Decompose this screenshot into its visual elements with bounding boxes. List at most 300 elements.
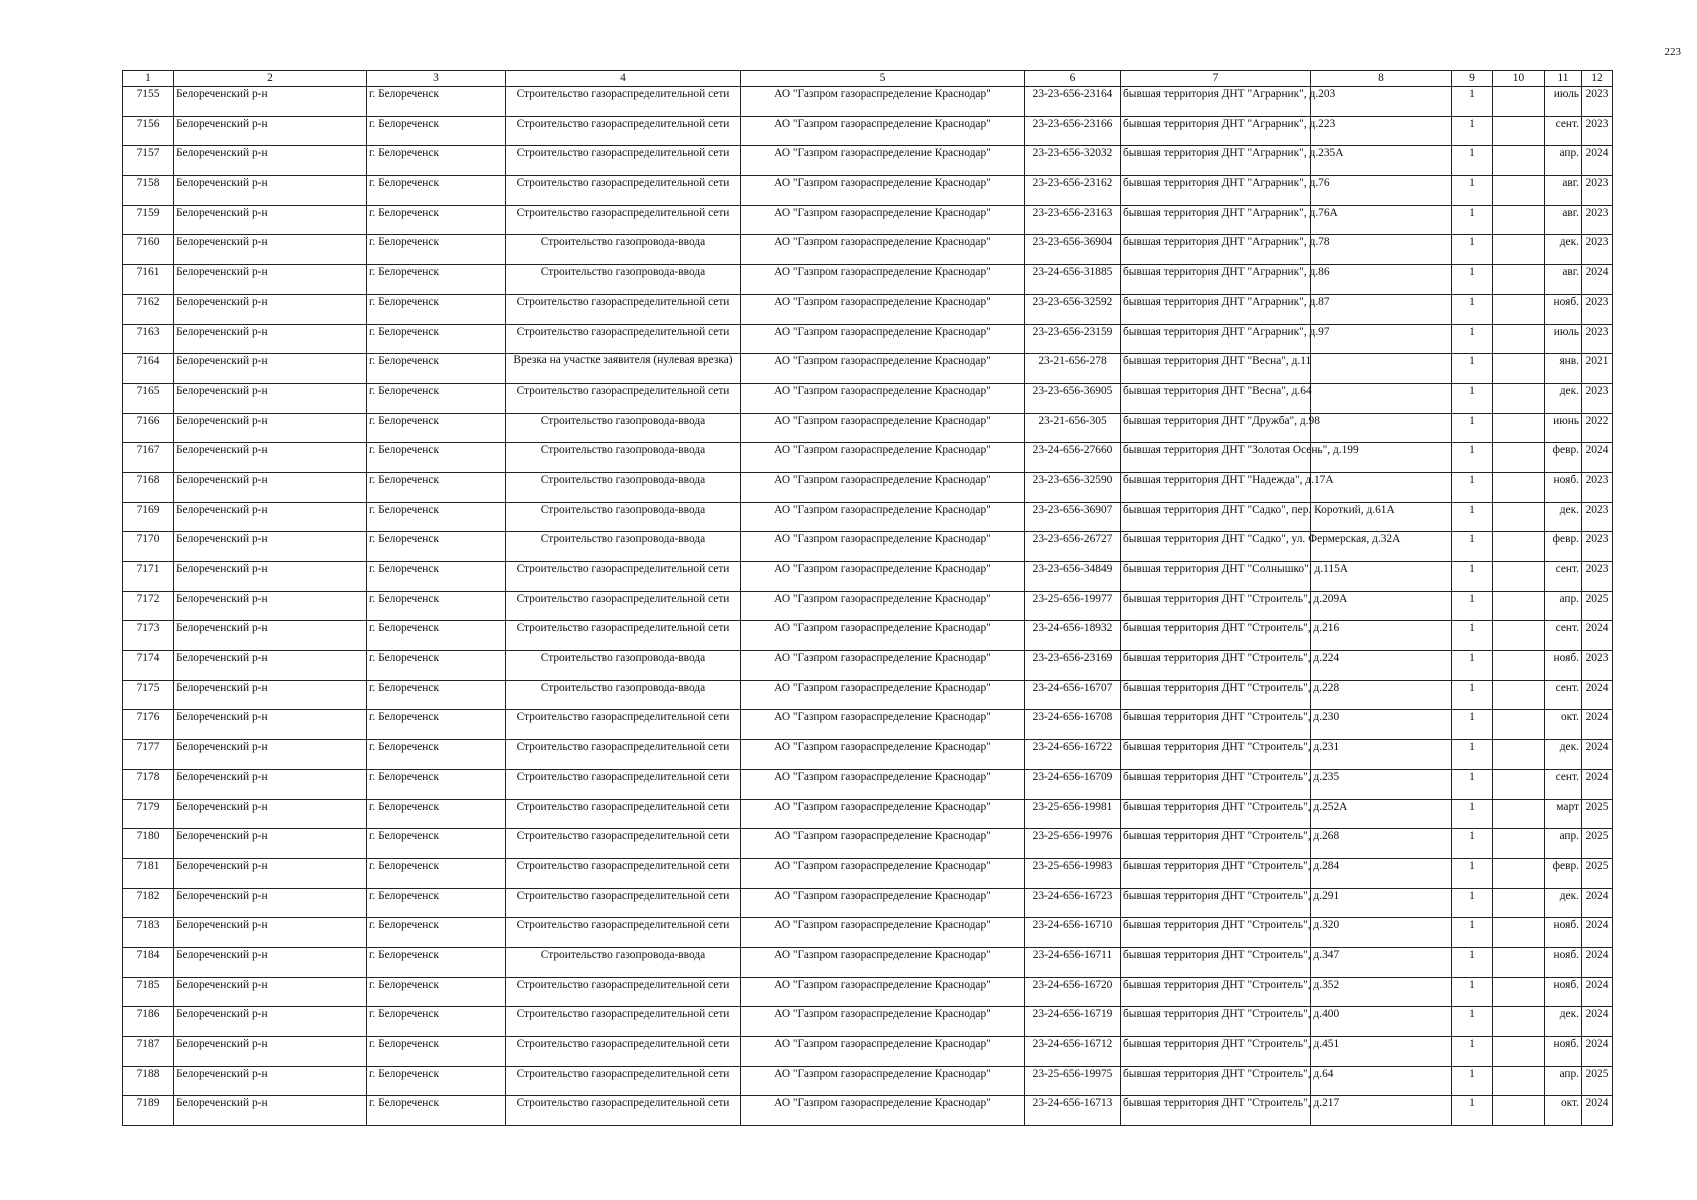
quantity-cell: 1 [1452, 977, 1493, 1007]
column-10-cell [1493, 502, 1545, 532]
year-cell: 2023 [1582, 235, 1613, 265]
column-10-cell [1493, 1007, 1545, 1037]
row-number-cell: 7180 [123, 829, 174, 859]
organization-cell: АО "Газпром газораспределение Краснодар" [741, 591, 1025, 621]
address-cell: бывшая территория ДНТ "Строитель", д.284 [1121, 858, 1311, 888]
application-code-cell: 23-24-656-31885 [1025, 265, 1121, 295]
work-type-cell: Строительство газораспределительной сети [506, 562, 741, 592]
organization-cell: АО "Газпром газораспределение Краснодар" [741, 265, 1025, 295]
quantity-cell: 1 [1452, 888, 1493, 918]
quantity-cell: 1 [1452, 87, 1493, 117]
year-cell: 2024 [1582, 888, 1613, 918]
address-cell: бывшая территория ДНТ "Аграрник", д.223 [1121, 116, 1311, 146]
quantity-cell: 1 [1452, 383, 1493, 413]
district-cell: Белореченский р-н [174, 413, 367, 443]
table-row [123, 799, 1613, 829]
district-cell: Белореченский р-н [174, 1066, 367, 1096]
quantity-cell: 1 [1452, 680, 1493, 710]
month-cell: нояб. [1545, 977, 1582, 1007]
column-header: 5 [741, 71, 1025, 87]
table-row [123, 829, 1613, 859]
work-type-cell: Строительство газораспределительной сети [506, 1037, 741, 1067]
row-number-cell: 7155 [123, 87, 174, 117]
row-number-cell: 7160 [123, 235, 174, 265]
table-row [123, 740, 1613, 770]
table-row [123, 888, 1613, 918]
row-number-cell: 7164 [123, 354, 174, 384]
city-cell: г. Белореченск [367, 472, 506, 502]
address-cell: бывшая территория ДНТ "Аграрник", д.86 [1121, 265, 1311, 295]
month-cell: сент. [1545, 769, 1582, 799]
month-cell: окт. [1545, 710, 1582, 740]
organization-cell: АО "Газпром газораспределение Краснодар" [741, 829, 1025, 859]
month-cell: февр. [1545, 858, 1582, 888]
year-cell: 2024 [1582, 1007, 1613, 1037]
address-cell: бывшая территория ДНТ "Строитель", д.230 [1121, 710, 1311, 740]
application-code-cell: 23-25-656-19981 [1025, 799, 1121, 829]
district-cell: Белореченский р-н [174, 235, 367, 265]
column-10-cell [1493, 235, 1545, 265]
month-cell: авг. [1545, 176, 1582, 206]
organization-cell: АО "Газпром газораспределение Краснодар" [741, 1037, 1025, 1067]
organization-cell: АО "Газпром газораспределение Краснодар" [741, 87, 1025, 117]
organization-cell: АО "Газпром газораспределение Краснодар" [741, 532, 1025, 562]
year-cell: 2024 [1582, 947, 1613, 977]
year-cell: 2024 [1582, 1096, 1613, 1126]
address-cell: бывшая территория ДНТ "Садко", пер. Короткий, д.61А [1121, 502, 1311, 532]
address-cell: бывшая территория ДНТ "Строитель", д.231 [1121, 740, 1311, 770]
work-type-cell: Строительство газораспределительной сети [506, 87, 741, 117]
year-cell: 2024 [1582, 977, 1613, 1007]
column-header: 6 [1025, 71, 1121, 87]
column-10-cell [1493, 324, 1545, 354]
district-cell: Белореченский р-н [174, 651, 367, 681]
application-code-cell: 23-23-656-32592 [1025, 294, 1121, 324]
year-cell: 2025 [1582, 591, 1613, 621]
work-type-cell: Строительство газопровода-ввода [506, 472, 741, 502]
address-cell: бывшая территория ДНТ "Строитель", д.400 [1121, 1007, 1311, 1037]
table-row [123, 354, 1613, 384]
application-code-cell: 23-23-656-34849 [1025, 562, 1121, 592]
district-cell: Белореченский р-н [174, 1007, 367, 1037]
organization-cell: АО "Газпром газораспределение Краснодар" [741, 116, 1025, 146]
application-code-cell: 23-23-656-26727 [1025, 532, 1121, 562]
city-cell: г. Белореченск [367, 383, 506, 413]
table-row [123, 324, 1613, 354]
column-10-cell [1493, 829, 1545, 859]
month-cell: февр. [1545, 532, 1582, 562]
quantity-cell: 1 [1452, 443, 1493, 473]
application-code-cell: 23-23-656-23163 [1025, 205, 1121, 235]
city-cell: г. Белореченск [367, 413, 506, 443]
row-number-cell: 7179 [123, 799, 174, 829]
address-cell: бывшая территория ДНТ "Строитель", д.268 [1121, 829, 1311, 859]
year-cell: 2023 [1582, 502, 1613, 532]
column-10-cell [1493, 740, 1545, 770]
address-cell: бывшая территория ДНТ "Строитель", д.224 [1121, 651, 1311, 681]
table-row [123, 205, 1613, 235]
row-number-cell: 7166 [123, 413, 174, 443]
row-number-cell: 7157 [123, 146, 174, 176]
quantity-cell: 1 [1452, 116, 1493, 146]
year-cell: 2024 [1582, 443, 1613, 473]
table-row [123, 1007, 1613, 1037]
address-cell: бывшая территория ДНТ "Золотая Осень", д.199 [1121, 443, 1311, 473]
district-cell: Белореченский р-н [174, 87, 367, 117]
row-number-cell: 7170 [123, 532, 174, 562]
application-code-cell: 23-23-656-23164 [1025, 87, 1121, 117]
column-10-cell [1493, 472, 1545, 502]
work-type-cell: Строительство газопровода-ввода [506, 651, 741, 681]
column-10-cell [1493, 1037, 1545, 1067]
address-cell: бывшая территория ДНТ "Аграрник", д.78 [1121, 235, 1311, 265]
district-cell: Белореченский р-н [174, 383, 367, 413]
row-number-cell: 7171 [123, 562, 174, 592]
table-row [123, 858, 1613, 888]
table-row [123, 651, 1613, 681]
quantity-cell: 1 [1452, 472, 1493, 502]
row-number-cell: 7173 [123, 621, 174, 651]
work-type-cell: Врезка на участке заявителя (нулевая врезка) [506, 354, 741, 384]
year-cell: 2025 [1582, 1066, 1613, 1096]
month-cell: дек. [1545, 888, 1582, 918]
table-row [123, 621, 1613, 651]
work-type-cell: Строительство газораспределительной сети [506, 710, 741, 740]
city-cell: г. Белореченск [367, 858, 506, 888]
month-cell: сент. [1545, 116, 1582, 146]
city-cell: г. Белореченск [367, 947, 506, 977]
quantity-cell: 1 [1452, 265, 1493, 295]
quantity-cell: 1 [1452, 562, 1493, 592]
quantity-cell: 1 [1452, 829, 1493, 859]
year-cell: 2024 [1582, 710, 1613, 740]
application-code-cell: 23-24-656-16719 [1025, 1007, 1121, 1037]
table-row [123, 562, 1613, 592]
column-10-cell [1493, 176, 1545, 206]
column-10-cell [1493, 710, 1545, 740]
table-row [123, 918, 1613, 948]
column-10-cell [1493, 621, 1545, 651]
application-code-cell: 23-23-656-23162 [1025, 176, 1121, 206]
year-cell: 2023 [1582, 383, 1613, 413]
organization-cell: АО "Газпром газораспределение Краснодар" [741, 1096, 1025, 1126]
district-cell: Белореченский р-н [174, 294, 367, 324]
month-cell: авг. [1545, 265, 1582, 295]
column-10-cell [1493, 443, 1545, 473]
work-type-cell: Строительство газораспределительной сети [506, 740, 741, 770]
city-cell: г. Белореченск [367, 502, 506, 532]
address-cell: бывшая территория ДНТ "Аграрник", д.235А [1121, 146, 1311, 176]
column-header: 1 [123, 71, 174, 87]
table-row [123, 146, 1613, 176]
quantity-cell: 1 [1452, 1066, 1493, 1096]
column-number-row [123, 71, 1613, 87]
district-cell: Белореченский р-н [174, 532, 367, 562]
district-cell: Белореченский р-н [174, 888, 367, 918]
organization-cell: АО "Газпром газораспределение Краснодар" [741, 1007, 1025, 1037]
city-cell: г. Белореченск [367, 146, 506, 176]
year-cell: 2023 [1582, 324, 1613, 354]
address-cell: бывшая территория ДНТ "Строитель", д.217 [1121, 1096, 1311, 1126]
column-header: 10 [1493, 71, 1545, 87]
application-code-cell: 23-24-656-16709 [1025, 769, 1121, 799]
quantity-cell: 1 [1452, 858, 1493, 888]
organization-cell: АО "Газпром газораспределение Краснодар" [741, 502, 1025, 532]
application-code-cell: 23-23-656-36907 [1025, 502, 1121, 532]
column-10-cell [1493, 354, 1545, 384]
district-cell: Белореченский р-н [174, 829, 367, 859]
table-row [123, 472, 1613, 502]
application-code-cell: 23-23-656-32032 [1025, 146, 1121, 176]
column-10-cell [1493, 87, 1545, 117]
work-type-cell: Строительство газораспределительной сети [506, 324, 741, 354]
city-cell: г. Белореченск [367, 1007, 506, 1037]
organization-cell: АО "Газпром газораспределение Краснодар" [741, 710, 1025, 740]
city-cell: г. Белореченск [367, 205, 506, 235]
city-cell: г. Белореченск [367, 829, 506, 859]
row-number-cell: 7174 [123, 651, 174, 681]
month-cell: сент. [1545, 562, 1582, 592]
application-code-cell: 23-24-656-16720 [1025, 977, 1121, 1007]
year-cell: 2024 [1582, 265, 1613, 295]
work-type-cell: Строительство газораспределительной сети [506, 977, 741, 1007]
year-cell: 2023 [1582, 87, 1613, 117]
organization-cell: АО "Газпром газораспределение Краснодар" [741, 324, 1025, 354]
application-code-cell: 23-21-656-305 [1025, 413, 1121, 443]
application-code-cell: 23-23-656-36905 [1025, 383, 1121, 413]
address-cell: бывшая территория ДНТ "Солнышко", д.115А [1121, 562, 1311, 592]
application-code-cell: 23-24-656-18932 [1025, 621, 1121, 651]
year-cell: 2023 [1582, 562, 1613, 592]
year-cell: 2025 [1582, 799, 1613, 829]
address-cell: бывшая территория ДНТ "Аграрник", д.203 [1121, 87, 1311, 117]
month-cell: нояб. [1545, 651, 1582, 681]
work-type-cell: Строительство газораспределительной сети [506, 176, 741, 206]
district-cell: Белореченский р-н [174, 947, 367, 977]
district-cell: Белореченский р-н [174, 769, 367, 799]
column-header: 2 [174, 71, 367, 87]
work-type-cell: Строительство газопровода-ввода [506, 502, 741, 532]
work-type-cell: Строительство газораспределительной сети [506, 116, 741, 146]
year-cell: 2024 [1582, 621, 1613, 651]
month-cell: нояб. [1545, 918, 1582, 948]
table-row [123, 265, 1613, 295]
column-10-cell [1493, 383, 1545, 413]
column-10-cell [1493, 591, 1545, 621]
address-cell: бывшая территория ДНТ "Строитель", д.235 [1121, 769, 1311, 799]
city-cell: г. Белореченск [367, 87, 506, 117]
row-number-cell: 7161 [123, 265, 174, 295]
organization-cell: АО "Газпром газораспределение Краснодар" [741, 205, 1025, 235]
organization-cell: АО "Газпром газораспределение Краснодар" [741, 176, 1025, 206]
application-code-cell: 23-24-656-16723 [1025, 888, 1121, 918]
table-row [123, 947, 1613, 977]
month-cell: дек. [1545, 740, 1582, 770]
month-cell: дек. [1545, 502, 1582, 532]
year-cell: 2024 [1582, 918, 1613, 948]
page-number: 223 [1664, 46, 1681, 58]
quantity-cell: 1 [1452, 146, 1493, 176]
work-type-cell: Строительство газопровода-ввода [506, 680, 741, 710]
address-cell: бывшая территория ДНТ "Строитель", д.352 [1121, 977, 1311, 1007]
work-type-cell: Строительство газораспределительной сети [506, 1066, 741, 1096]
column-10-cell [1493, 116, 1545, 146]
month-cell: февр. [1545, 443, 1582, 473]
table-row [123, 1037, 1613, 1067]
table-row [123, 680, 1613, 710]
district-cell: Белореченский р-н [174, 324, 367, 354]
organization-cell: АО "Газпром газораспределение Краснодар" [741, 413, 1025, 443]
month-cell: июль [1545, 324, 1582, 354]
application-code-cell: 23-25-656-19983 [1025, 858, 1121, 888]
table-row [123, 502, 1613, 532]
application-code-cell: 23-25-656-19976 [1025, 829, 1121, 859]
table-row [123, 413, 1613, 443]
district-cell: Белореченский р-н [174, 146, 367, 176]
application-code-cell: 23-24-656-16712 [1025, 1037, 1121, 1067]
address-cell: бывшая территория ДНТ "Строитель", д.228 [1121, 680, 1311, 710]
table-row [123, 532, 1613, 562]
city-cell: г. Белореченск [367, 294, 506, 324]
district-cell: Белореченский р-н [174, 858, 367, 888]
work-type-cell: Строительство газораспределительной сети [506, 146, 741, 176]
row-number-cell: 7167 [123, 443, 174, 473]
column-10-cell [1493, 947, 1545, 977]
month-cell: апр. [1545, 591, 1582, 621]
quantity-cell: 1 [1452, 651, 1493, 681]
year-cell: 2023 [1582, 651, 1613, 681]
column-header: 7 [1121, 71, 1311, 87]
month-cell: дек. [1545, 1007, 1582, 1037]
organization-cell: АО "Газпром газораспределение Краснодар" [741, 354, 1025, 384]
organization-cell: АО "Газпром газораспределение Краснодар" [741, 383, 1025, 413]
work-type-cell: Строительство газораспределительной сети [506, 205, 741, 235]
row-number-cell: 7172 [123, 591, 174, 621]
quantity-cell: 1 [1452, 324, 1493, 354]
address-cell: бывшая территория ДНТ "Садко", ул. Фермерская, д.32А [1121, 532, 1311, 562]
application-code-cell: 23-24-656-16713 [1025, 1096, 1121, 1126]
row-number-cell: 7187 [123, 1037, 174, 1067]
quantity-cell: 1 [1452, 799, 1493, 829]
year-cell: 2024 [1582, 146, 1613, 176]
table-row [123, 383, 1613, 413]
year-cell: 2023 [1582, 294, 1613, 324]
column-10-cell [1493, 888, 1545, 918]
column-8-cell [1311, 413, 1452, 443]
organization-cell: АО "Газпром газораспределение Краснодар" [741, 888, 1025, 918]
work-type-cell: Строительство газораспределительной сети [506, 591, 741, 621]
year-cell: 2023 [1582, 472, 1613, 502]
district-cell: Белореченский р-н [174, 591, 367, 621]
column-10-cell [1493, 294, 1545, 324]
work-type-cell: Строительство газораспределительной сети [506, 918, 741, 948]
month-cell: июль [1545, 87, 1582, 117]
city-cell: г. Белореченск [367, 621, 506, 651]
address-cell: бывшая территория ДНТ "Строитель", д.216 [1121, 621, 1311, 651]
city-cell: г. Белореченск [367, 918, 506, 948]
application-code-cell: 23-21-656-278 [1025, 354, 1121, 384]
column-10-cell [1493, 651, 1545, 681]
organization-cell: АО "Газпром газораспределение Краснодар" [741, 918, 1025, 948]
work-type-cell: Строительство газопровода-ввода [506, 265, 741, 295]
city-cell: г. Белореченск [367, 740, 506, 770]
organization-cell: АО "Газпром газораспределение Краснодар" [741, 443, 1025, 473]
address-cell: бывшая территория ДНТ "Строитель", д.252А [1121, 799, 1311, 829]
row-number-cell: 7168 [123, 472, 174, 502]
address-cell: бывшая территория ДНТ "Строитель", д.320 [1121, 918, 1311, 948]
address-cell: бывшая территория ДНТ "Весна", д.64 [1121, 383, 1311, 413]
column-10-cell [1493, 1066, 1545, 1096]
address-cell: бывшая территория ДНТ "Надежда", д.17А [1121, 472, 1311, 502]
quantity-cell: 1 [1452, 947, 1493, 977]
district-cell: Белореченский р-н [174, 116, 367, 146]
district-cell: Белореченский р-н [174, 176, 367, 206]
application-code-cell: 23-24-656-27660 [1025, 443, 1121, 473]
row-number-cell: 7184 [123, 947, 174, 977]
work-type-cell: Строительство газопровода-ввода [506, 532, 741, 562]
work-type-cell: Строительство газораспределительной сети [506, 294, 741, 324]
address-cell: бывшая территория ДНТ "Аграрник", д.97 [1121, 324, 1311, 354]
work-type-cell: Строительство газопровода-ввода [506, 947, 741, 977]
work-type-cell: Строительство газораспределительной сети [506, 888, 741, 918]
organization-cell: АО "Газпром газораспределение Краснодар" [741, 651, 1025, 681]
address-cell: бывшая территория ДНТ "Дружба", д.98 [1121, 413, 1311, 443]
district-cell: Белореченский р-н [174, 740, 367, 770]
address-cell: бывшая территория ДНТ "Строитель", д.64 [1121, 1066, 1311, 1096]
work-type-cell: Строительство газораспределительной сети [506, 621, 741, 651]
city-cell: г. Белореченск [367, 235, 506, 265]
table-row [123, 235, 1613, 265]
row-number-cell: 7183 [123, 918, 174, 948]
organization-cell: АО "Газпром газораспределение Краснодар" [741, 740, 1025, 770]
row-number-cell: 7186 [123, 1007, 174, 1037]
quantity-cell: 1 [1452, 354, 1493, 384]
city-cell: г. Белореченск [367, 176, 506, 206]
application-code-cell: 23-24-656-16707 [1025, 680, 1121, 710]
district-cell: Белореченский р-н [174, 1037, 367, 1067]
organization-cell: АО "Газпром газораспределение Краснодар" [741, 769, 1025, 799]
column-header: 12 [1582, 71, 1613, 87]
city-cell: г. Белореченск [367, 799, 506, 829]
application-code-cell: 23-23-656-23166 [1025, 116, 1121, 146]
city-cell: г. Белореченск [367, 1037, 506, 1067]
quantity-cell: 1 [1452, 502, 1493, 532]
column-10-cell [1493, 977, 1545, 1007]
column-10-cell [1493, 205, 1545, 235]
column-header: 8 [1311, 71, 1452, 87]
quantity-cell: 1 [1452, 740, 1493, 770]
table-row [123, 87, 1613, 117]
table-row [123, 1096, 1613, 1126]
year-cell: 2025 [1582, 829, 1613, 859]
register-table [122, 70, 1613, 1126]
row-number-cell: 7169 [123, 502, 174, 532]
year-cell: 2022 [1582, 413, 1613, 443]
district-cell: Белореченский р-н [174, 205, 367, 235]
district-cell: Белореченский р-н [174, 265, 367, 295]
application-code-cell: 23-23-656-36904 [1025, 235, 1121, 265]
column-10-cell [1493, 680, 1545, 710]
work-type-cell: Строительство газопровода-ввода [506, 413, 741, 443]
quantity-cell: 1 [1452, 176, 1493, 206]
column-8-cell [1311, 176, 1452, 206]
quantity-cell: 1 [1452, 294, 1493, 324]
column-header: 9 [1452, 71, 1493, 87]
address-cell: бывшая территория ДНТ "Аграрник", д.76А [1121, 205, 1311, 235]
month-cell: апр. [1545, 829, 1582, 859]
organization-cell: АО "Газпром газораспределение Краснодар" [741, 680, 1025, 710]
organization-cell: АО "Газпром газораспределение Краснодар" [741, 858, 1025, 888]
